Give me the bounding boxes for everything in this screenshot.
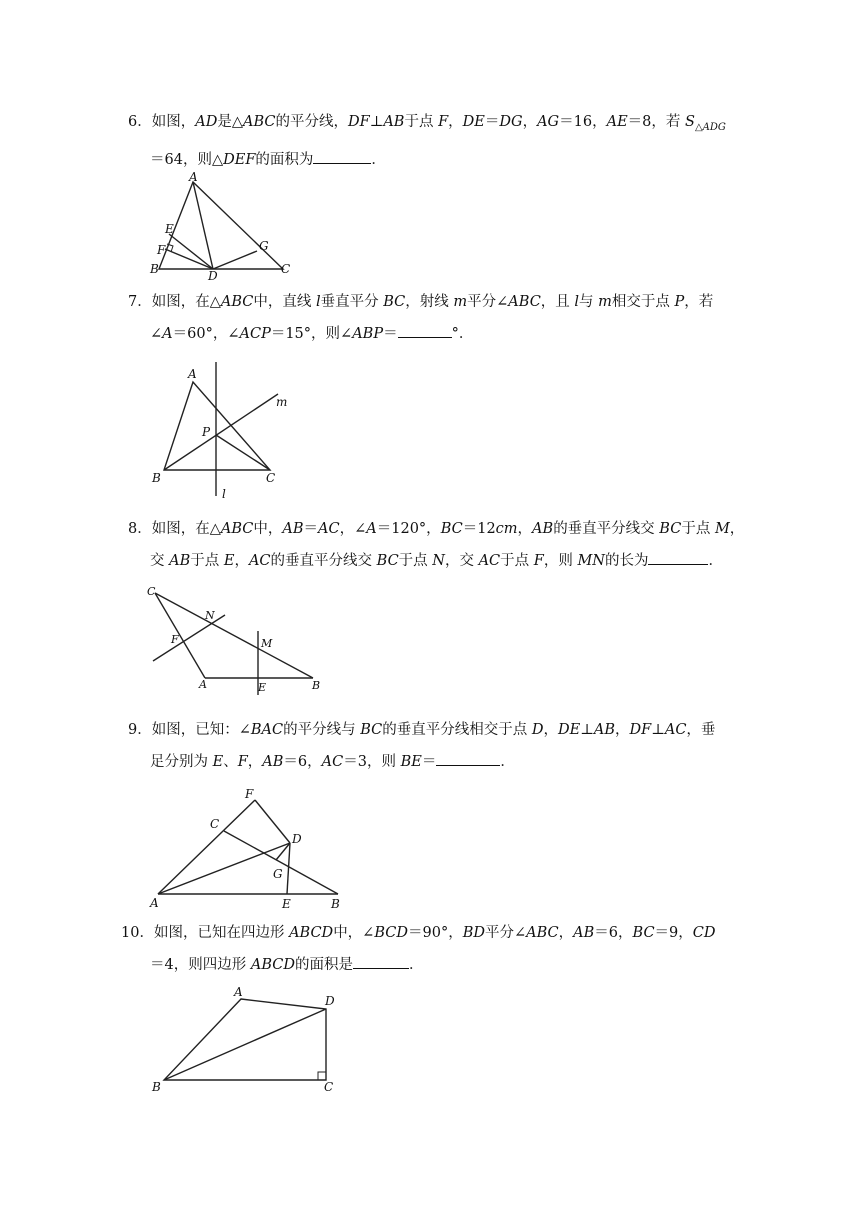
text-run: ＝ (383, 326, 398, 342)
text-run: 足分别为 (150, 754, 213, 770)
text-run: ，且 (540, 294, 575, 310)
text-run: ＝6， (594, 925, 633, 941)
question-10-number: 10． (121, 925, 154, 941)
label-p: P (202, 425, 211, 439)
text-run: ⊥ (580, 722, 594, 738)
math-variable: AC (248, 553, 271, 569)
text-run: 是△ (217, 114, 243, 130)
text-run: ＝16， (559, 114, 607, 130)
question-7 (128, 286, 740, 350)
question-8-text-1 (152, 521, 745, 537)
text-run: 、 (223, 754, 238, 770)
right-angle-mark (318, 1072, 326, 1080)
text-run: 相交于点 (611, 294, 675, 310)
text-run: 的面积是 (294, 957, 353, 973)
text-run: ． (708, 553, 723, 569)
math-variable: ABC (243, 114, 276, 130)
question-10-line-2 (128, 949, 740, 981)
question-6-text-1 (151, 114, 726, 133)
text-run: ， (729, 521, 745, 537)
math-variable: DE (462, 114, 485, 130)
math-variable: BC (440, 521, 463, 537)
label-b: B (312, 679, 321, 692)
subscript-text: △ADG (694, 121, 726, 133)
segment-df (165, 249, 213, 269)
text-run: ， (448, 114, 463, 130)
text-run: ， (247, 754, 263, 770)
math-variable: BC (360, 722, 383, 738)
math-variable: ABCD (250, 957, 295, 973)
quadrilateral-abcd (164, 999, 326, 1080)
segment-cb (155, 593, 313, 678)
question-6-text-2 (150, 152, 386, 168)
text-run: ， (517, 521, 533, 537)
text-run: ＝120°， (376, 521, 441, 537)
text-run: ＝6， (283, 754, 322, 770)
math-variable: AB (593, 722, 616, 738)
label-a: A (189, 170, 198, 184)
label-a: A (188, 367, 197, 381)
label-d: D (292, 832, 302, 846)
text-run: 交 (150, 553, 170, 569)
text-run: 于点 (681, 521, 715, 537)
text-run: 平分∠ (467, 294, 509, 310)
math-variable: M (714, 521, 730, 537)
text-run: ． (500, 754, 515, 770)
question-10-figure (148, 985, 358, 1097)
text-run: ＝ (484, 114, 500, 130)
question-7-line-2 (128, 318, 740, 350)
label-b: B (152, 471, 161, 485)
question-9-text-2 (150, 754, 515, 770)
text-run: 的垂直平分线相交于点 (382, 722, 532, 738)
text-run: ＝3，则 (343, 754, 401, 770)
math-variable: F (237, 754, 248, 770)
text-run: ＝60°，∠ (172, 326, 240, 342)
text-run: ＝8，若 (627, 114, 685, 130)
text-run: ＝90°， (408, 925, 463, 941)
math-variable: F (438, 114, 449, 130)
label-d: D (208, 269, 218, 283)
segment-af (158, 800, 255, 894)
math-variable: BAC (250, 722, 284, 738)
answer-blank[interactable] (648, 550, 708, 565)
label-n: N (205, 609, 215, 622)
question-6 (128, 106, 740, 176)
label-b: B (331, 897, 340, 911)
question-9 (128, 714, 740, 778)
label-e: E (258, 681, 267, 694)
math-variable: ABC (508, 294, 541, 310)
text-run: 的垂直平分线交 (270, 553, 377, 569)
text-run: ＝ (303, 521, 319, 537)
text-run: ＝64，则△ (150, 151, 224, 168)
text-run: 于点 (500, 553, 534, 569)
math-variable: BC (376, 553, 399, 569)
math-variable: AB (169, 553, 191, 569)
question-10 (121, 917, 740, 981)
text-run: 平分∠ (484, 925, 527, 941)
text-run: ⊥ (369, 114, 384, 130)
math-variable: ACP (239, 326, 271, 342)
math-variable: AC (318, 521, 340, 537)
question-7-figure (148, 362, 298, 502)
math-variable: CD (692, 925, 716, 941)
math-variable: BC (383, 294, 406, 310)
text-run: 中，直线 (253, 294, 316, 310)
text-run: 中， (253, 521, 283, 537)
math-variable: AD (195, 114, 218, 130)
question-8-line-1 (128, 513, 745, 545)
text-run: ，∠ (339, 521, 367, 537)
question-8-line-2 (128, 545, 740, 577)
label-c: C (210, 817, 220, 831)
text-run: 如图，已知：∠ (151, 722, 251, 738)
label-m: M (261, 637, 273, 650)
label-a: A (150, 896, 159, 910)
math-variable: DF (629, 722, 652, 738)
math-variable: m (598, 294, 612, 310)
label-f: F (245, 787, 254, 801)
math-variable: A (366, 521, 377, 537)
math-variable: E (212, 754, 224, 770)
text-run: 与 (579, 294, 599, 310)
label-b: B (152, 1080, 161, 1094)
text-run: ＝15°，则∠ (270, 326, 353, 342)
math-variable: AC (478, 553, 501, 569)
label-c: C (147, 585, 156, 598)
text-run: ． (408, 957, 424, 973)
math-variable: AC (321, 754, 344, 770)
segment-dg (213, 251, 257, 269)
text-run: ，垂 (686, 722, 716, 738)
question-7-line-1 (128, 286, 740, 318)
math-variable: DEF (223, 151, 256, 168)
label-e: E (282, 897, 291, 911)
text-run: 的平分线， (275, 114, 348, 130)
label-c: C (324, 1080, 334, 1094)
answer-blank[interactable] (353, 954, 409, 969)
math-variable: m (453, 294, 468, 310)
math-variable: BE (400, 754, 422, 770)
math-variable: DE (558, 722, 581, 738)
math-variable: cm (495, 521, 518, 537)
text-run: ， (234, 553, 249, 569)
math-variable: N (432, 553, 445, 569)
segment-de (287, 843, 290, 894)
math-variable: BC (659, 521, 682, 537)
math-variable: l (316, 294, 321, 310)
math-variable: BCD (374, 925, 408, 941)
text-run: ，则 (543, 553, 578, 569)
math-variable: ABC (526, 925, 559, 941)
question-9-line-1 (128, 714, 740, 746)
label-l: l (222, 487, 226, 501)
text-run: ， (522, 114, 538, 130)
label-a: A (234, 985, 243, 999)
label-c: C (281, 262, 291, 276)
math-variable: DG (499, 114, 523, 130)
math-variable: P (674, 294, 685, 310)
question-9-number: 9． (128, 722, 152, 738)
math-variable: ABP (352, 326, 384, 342)
question-6-number: 6． (128, 114, 152, 130)
label-g: G (273, 867, 283, 881)
math-variable: A (162, 326, 173, 342)
segment-cp (216, 435, 270, 470)
text-run: ， (543, 722, 559, 738)
question-7-number: 7． (128, 294, 152, 310)
math-variable: ABC (220, 521, 254, 537)
label-c: C (266, 471, 276, 485)
math-variable: l (574, 294, 580, 310)
math-variable: AB (532, 521, 554, 537)
text-run: ＝12 (462, 521, 496, 537)
question-9-figure (148, 783, 358, 913)
label-g: G (259, 239, 269, 253)
question-8-number: 8． (128, 521, 152, 537)
text-run: 的长为 (604, 553, 649, 569)
math-variable: S (685, 114, 695, 130)
math-variable: DF (348, 114, 370, 130)
math-variable: AB (282, 521, 304, 537)
math-variable: ABC (220, 294, 254, 310)
label-d: D (325, 994, 335, 1008)
segment-fd (255, 800, 290, 843)
diagonal-bd (164, 1009, 326, 1080)
label-f: F (171, 633, 179, 646)
math-variable: BC (632, 925, 655, 941)
text-run: 的垂直平分线交 (553, 521, 660, 537)
question-10-text-1 (154, 925, 716, 941)
text-run: 如图，已知在四边形 (153, 925, 290, 941)
text-run: ∠ (150, 326, 163, 342)
text-run: 如图， (151, 114, 196, 130)
text-run: 如图，在△ (151, 294, 221, 310)
label-a: A (199, 678, 207, 691)
math-variable: ABCD (289, 925, 334, 941)
text-run: ， (615, 722, 630, 738)
question-9-line-2 (128, 746, 740, 778)
question-10-line-1 (121, 917, 740, 949)
triangle-abc (164, 382, 270, 470)
question-6-figure (145, 172, 305, 282)
math-variable: D (531, 722, 544, 738)
text-run: ， (558, 925, 574, 941)
text-run: 如图，在△ (151, 521, 221, 537)
text-run: ＝9， (654, 925, 693, 941)
text-run: °． (451, 326, 474, 342)
text-run: ，交 (444, 553, 479, 569)
answer-blank[interactable] (436, 751, 500, 766)
math-variable: E (223, 553, 235, 569)
text-run: 于点 (190, 553, 224, 569)
text-run: ，若 (684, 294, 714, 310)
label-m: m (276, 395, 288, 409)
math-variable: AB (383, 114, 405, 130)
label-b: B (150, 262, 159, 276)
math-variable: MN (577, 553, 605, 569)
triangle-abc (159, 182, 283, 269)
question-9-text-1 (152, 722, 716, 738)
math-variable: AC (664, 722, 687, 738)
text-run: 于点 (398, 553, 433, 569)
text-run: ＝ (421, 754, 437, 770)
text-run: 的面积为 (255, 151, 314, 168)
math-variable: AE (606, 114, 628, 130)
question-8 (128, 513, 745, 577)
math-variable: AB (262, 754, 284, 770)
label-e: E (165, 222, 174, 236)
math-variable: AG (537, 114, 560, 130)
question-6-line-1 (128, 106, 740, 144)
question-7-text-2 (150, 326, 473, 342)
text-run: 垂直平分 (320, 294, 384, 310)
question-7-text-1 (152, 294, 714, 310)
segment-ad (158, 843, 290, 894)
label-f: F (157, 243, 166, 257)
text-run: ，射线 (405, 294, 454, 310)
text-run: ． (371, 151, 386, 168)
text-run: 于点 (404, 114, 439, 130)
question-10-text-2 (150, 957, 423, 973)
text-run: 的平分线与 (283, 722, 361, 738)
answer-blank[interactable] (313, 149, 371, 164)
question-8-figure (145, 585, 335, 695)
text-run: ＝4，则四边形 (150, 957, 251, 973)
math-variable: BD (462, 925, 485, 941)
text-run: ⊥ (651, 722, 665, 738)
answer-blank[interactable] (398, 323, 452, 338)
question-8-text-2 (150, 553, 723, 569)
text-run: 中，∠ (333, 925, 375, 941)
math-variable: F (533, 553, 544, 569)
math-variable: AB (573, 925, 595, 941)
